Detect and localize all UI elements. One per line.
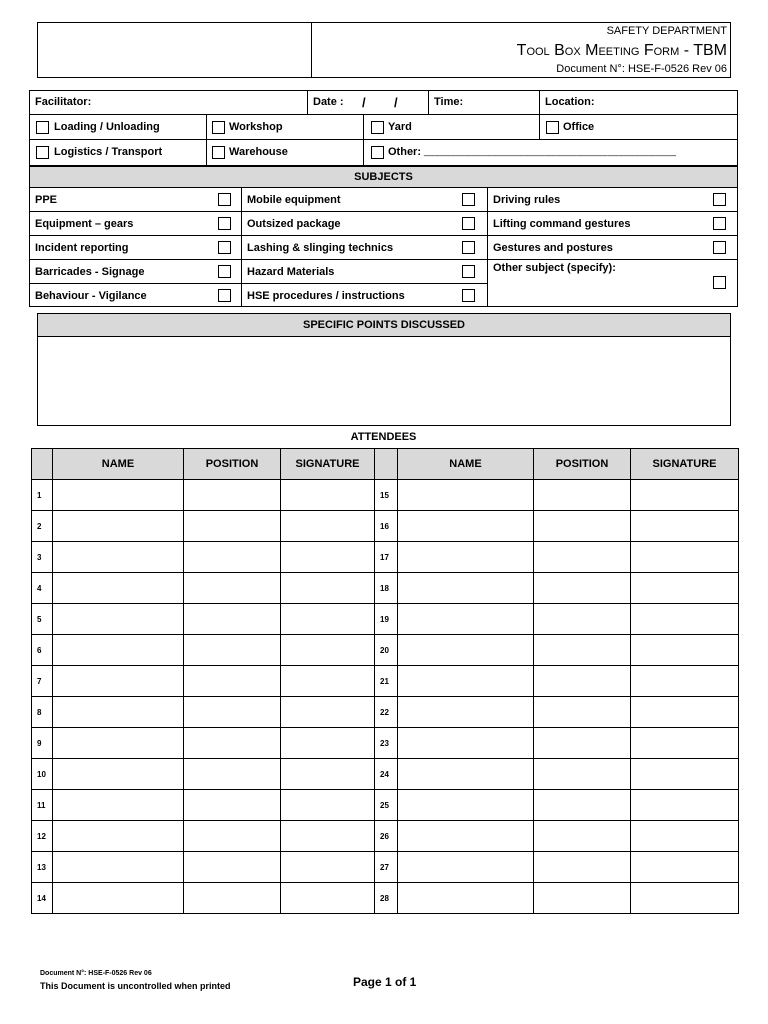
signature-cell[interactable]	[631, 790, 739, 821]
position-cell[interactable]	[534, 573, 631, 604]
signature-cell[interactable]	[631, 511, 739, 542]
attendees-heading: ATTENDEES	[350, 431, 417, 443]
form-title: Tool Box Meeting Form - TBM	[516, 42, 727, 59]
logo-area	[38, 23, 310, 77]
name-cell[interactable]	[398, 883, 534, 914]
column-header: SIGNATURE	[631, 449, 739, 480]
row-number: 10	[32, 759, 53, 790]
name-cell[interactable]	[53, 883, 184, 914]
signature-cell[interactable]	[281, 728, 375, 759]
signature-cell[interactable]	[631, 480, 739, 511]
subjects-heading: SUBJECTS	[354, 171, 413, 183]
row-number: 3	[32, 542, 53, 573]
row-number: 28	[375, 883, 398, 914]
subject-label: Equipment – gears	[35, 218, 134, 230]
row-number: 15	[375, 480, 398, 511]
document-number: Document N°: HSE-F-0526 Rev 06	[556, 63, 727, 75]
date-separator: /	[362, 95, 366, 110]
department-label: SAFETY DEPARTMENT	[606, 25, 727, 37]
row-number: 13	[32, 852, 53, 883]
attendees-header-row	[32, 449, 739, 480]
position-cell[interactable]	[534, 666, 631, 697]
table-row	[32, 511, 739, 542]
time-label: Time:	[434, 96, 464, 108]
row-number: 17	[375, 542, 398, 573]
signature-cell[interactable]	[631, 635, 739, 666]
signature-cell[interactable]	[631, 697, 739, 728]
subjects-col-line	[487, 187, 488, 307]
table-row	[32, 542, 739, 573]
position-cell[interactable]	[534, 790, 631, 821]
subject-label: Driving rules	[493, 194, 561, 206]
position-cell[interactable]	[184, 759, 281, 790]
row-number: 4	[32, 573, 53, 604]
other-label: Other:	[388, 146, 421, 158]
row-number: 6	[32, 635, 53, 666]
subject-label: Outsized package	[247, 218, 341, 230]
subject-label: HSE procedures / instructions	[247, 290, 405, 302]
position-cell[interactable]	[184, 604, 281, 635]
signature-cell[interactable]	[631, 883, 739, 914]
position-cell[interactable]	[534, 728, 631, 759]
attendees-table	[31, 448, 739, 914]
name-cell[interactable]	[398, 790, 534, 821]
area-label: Warehouse	[229, 146, 288, 158]
position-cell[interactable]	[534, 480, 631, 511]
signature-cell[interactable]	[281, 666, 375, 697]
row-number: 1	[32, 480, 53, 511]
row-number: 8	[32, 697, 53, 728]
location-label: Location:	[545, 96, 595, 108]
name-cell[interactable]	[398, 821, 534, 852]
position-cell[interactable]	[534, 759, 631, 790]
subject-label: Hazard Materials	[247, 266, 335, 278]
name-cell[interactable]	[53, 604, 184, 635]
name-cell[interactable]	[398, 666, 534, 697]
signature-cell[interactable]	[281, 697, 375, 728]
checkbox-lashing-slinging[interactable]	[462, 241, 475, 254]
table-row	[32, 883, 739, 914]
name-cell[interactable]	[53, 635, 184, 666]
checkbox-hazard-materials[interactable]	[462, 265, 475, 278]
position-cell[interactable]	[184, 821, 281, 852]
name-cell[interactable]	[53, 759, 184, 790]
position-cell[interactable]	[534, 542, 631, 573]
signature-cell[interactable]	[631, 852, 739, 883]
row-number: 22	[375, 697, 398, 728]
subject-label: Lifting command gestures	[493, 218, 631, 230]
page-number: Page 1 of 1	[353, 975, 417, 989]
subject-label: Lashing & slinging technics	[247, 242, 394, 254]
checkbox-yard[interactable]	[371, 121, 384, 134]
table-row	[32, 573, 739, 604]
column-header: POSITION	[184, 449, 281, 480]
footer-document-number: Document N°: HSE-F-0526 Rev 06	[40, 970, 152, 977]
row-number: 5	[32, 604, 53, 635]
row-number: 23	[375, 728, 398, 759]
name-cell[interactable]	[398, 604, 534, 635]
info-col-line-date	[307, 90, 308, 114]
table-row	[32, 480, 739, 511]
checkbox-outsized-package[interactable]	[462, 217, 475, 230]
subject-label: Incident reporting	[35, 242, 129, 254]
name-cell[interactable]	[53, 697, 184, 728]
signature-cell[interactable]	[631, 666, 739, 697]
name-cell[interactable]	[398, 852, 534, 883]
name-cell[interactable]	[53, 511, 184, 542]
subject-label: Barricades - Signage	[35, 266, 145, 278]
subject-label: Other subject (specify):	[493, 262, 616, 274]
subject-label: Gestures and postures	[493, 242, 613, 254]
table-row	[32, 759, 739, 790]
row-number: 21	[375, 666, 398, 697]
position-cell[interactable]	[184, 573, 281, 604]
table-row	[32, 635, 739, 666]
date-label: Date :	[313, 96, 344, 108]
checkbox-barricades-signage[interactable]	[218, 265, 231, 278]
table-row	[32, 821, 739, 852]
signature-cell[interactable]	[631, 604, 739, 635]
checkbox-hse-procedures[interactable]	[462, 289, 475, 302]
name-cell[interactable]	[398, 697, 534, 728]
info-col-line-c	[539, 114, 540, 139]
name-cell[interactable]	[398, 635, 534, 666]
signature-cell[interactable]	[281, 480, 375, 511]
row-number: 9	[32, 728, 53, 759]
facilitator-label: Facilitator:	[35, 96, 92, 108]
row-number: 26	[375, 821, 398, 852]
area-label: Yard	[388, 121, 412, 133]
header-divider	[311, 22, 312, 78]
specific-points-textarea[interactable]	[37, 336, 731, 426]
row-number: 25	[375, 790, 398, 821]
signature-cell[interactable]	[281, 542, 375, 573]
column-header: NAME	[398, 449, 534, 480]
row-number: 24	[375, 759, 398, 790]
position-cell[interactable]	[534, 883, 631, 914]
table-row	[32, 852, 739, 883]
table-row	[32, 666, 739, 697]
name-cell[interactable]	[398, 480, 534, 511]
checkbox-behaviour-vigilance[interactable]	[218, 289, 231, 302]
signature-cell[interactable]	[281, 635, 375, 666]
position-cell[interactable]	[184, 883, 281, 914]
position-cell[interactable]	[534, 635, 631, 666]
position-cell[interactable]	[534, 697, 631, 728]
footer-uncontrolled-note: This Document is uncontrolled when printed	[40, 981, 231, 991]
name-cell[interactable]	[398, 759, 534, 790]
row-number: 12	[32, 821, 53, 852]
date-separator: /	[394, 95, 398, 110]
area-label: Office	[563, 121, 595, 133]
checkbox-gestures-postures[interactable]	[713, 241, 726, 254]
name-cell[interactable]	[53, 573, 184, 604]
info-col-line-time	[428, 90, 429, 114]
signature-cell[interactable]	[281, 852, 375, 883]
area-label: Loading / Unloading	[54, 121, 160, 133]
checkbox-logistics-transport[interactable]	[36, 146, 49, 159]
position-cell[interactable]	[534, 604, 631, 635]
row-number: 20	[375, 635, 398, 666]
signature-cell[interactable]	[631, 821, 739, 852]
name-cell[interactable]	[53, 480, 184, 511]
signature-cell[interactable]	[281, 883, 375, 914]
checkbox-warehouse[interactable]	[212, 146, 225, 159]
name-cell[interactable]	[398, 573, 534, 604]
table-row	[32, 790, 739, 821]
info-col-line-a	[206, 114, 207, 166]
area-label: Workshop	[229, 121, 283, 133]
info-col-line-location	[539, 90, 540, 114]
signature-cell[interactable]	[281, 821, 375, 852]
position-cell[interactable]	[184, 728, 281, 759]
checkbox-equipment-gears[interactable]	[218, 217, 231, 230]
checkbox-other-subject[interactable]	[713, 276, 726, 289]
row-number: 14	[32, 883, 53, 914]
subjects-row-line	[29, 235, 738, 236]
checkbox-other[interactable]	[371, 146, 384, 159]
signature-cell[interactable]	[281, 790, 375, 821]
name-cell[interactable]	[53, 728, 184, 759]
other-input-line[interactable]: ________________________________________________	[424, 146, 677, 156]
position-cell[interactable]	[184, 635, 281, 666]
checkbox-lifting-command-gestures[interactable]	[713, 217, 726, 230]
table-row	[32, 697, 739, 728]
name-cell[interactable]	[398, 542, 534, 573]
name-cell[interactable]	[53, 790, 184, 821]
position-cell[interactable]	[534, 821, 631, 852]
subject-label: Behaviour - Vigilance	[35, 290, 147, 302]
info-col-line-b	[363, 114, 364, 166]
row-number: 11	[32, 790, 53, 821]
signature-cell[interactable]	[281, 511, 375, 542]
position-cell[interactable]	[184, 666, 281, 697]
number-column-header	[375, 449, 398, 480]
row-number: 16	[375, 511, 398, 542]
row-number: 18	[375, 573, 398, 604]
signature-cell[interactable]	[631, 573, 739, 604]
row-number: 2	[32, 511, 53, 542]
name-cell[interactable]	[398, 728, 534, 759]
name-cell[interactable]	[53, 852, 184, 883]
number-column-header	[32, 449, 53, 480]
signature-cell[interactable]	[281, 573, 375, 604]
checkbox-driving-rules[interactable]	[713, 193, 726, 206]
name-cell[interactable]	[53, 821, 184, 852]
subjects-row-line	[29, 259, 738, 260]
subjects-row-line	[29, 283, 488, 284]
subject-label: Mobile equipment	[247, 194, 341, 206]
table-row	[32, 728, 739, 759]
row-number: 7	[32, 666, 53, 697]
position-cell[interactable]	[184, 511, 281, 542]
area-label: Logistics / Transport	[54, 146, 163, 158]
checkbox-mobile-equipment[interactable]	[462, 193, 475, 206]
table-row	[32, 604, 739, 635]
position-cell[interactable]	[184, 542, 281, 573]
position-cell[interactable]	[184, 480, 281, 511]
checkbox-ppe[interactable]	[218, 193, 231, 206]
checkbox-incident-reporting[interactable]	[218, 241, 231, 254]
checkbox-workshop[interactable]	[212, 121, 225, 134]
row-number: 27	[375, 852, 398, 883]
position-cell[interactable]	[184, 852, 281, 883]
subject-label: PPE	[35, 194, 58, 206]
row-number: 19	[375, 604, 398, 635]
checkbox-loading-unloading[interactable]	[36, 121, 49, 134]
signature-cell[interactable]	[631, 542, 739, 573]
signature-cell[interactable]	[281, 604, 375, 635]
position-cell[interactable]	[534, 852, 631, 883]
subjects-row-line	[29, 211, 738, 212]
position-cell[interactable]	[184, 697, 281, 728]
signature-cell[interactable]	[631, 728, 739, 759]
name-cell[interactable]	[53, 666, 184, 697]
info-row-line-1	[29, 114, 738, 115]
checkbox-office[interactable]	[546, 121, 559, 134]
position-cell[interactable]	[534, 511, 631, 542]
position-cell[interactable]	[184, 790, 281, 821]
signature-cell[interactable]	[281, 759, 375, 790]
name-cell[interactable]	[398, 511, 534, 542]
subjects-col-line	[241, 187, 242, 307]
info-row-line-2	[29, 139, 738, 140]
name-cell[interactable]	[53, 542, 184, 573]
signature-cell[interactable]	[631, 759, 739, 790]
column-header: SIGNATURE	[281, 449, 375, 480]
column-header: POSITION	[534, 449, 631, 480]
specific-points-heading: SPECIFIC POINTS DISCUSSED	[303, 319, 465, 331]
column-header: NAME	[53, 449, 184, 480]
